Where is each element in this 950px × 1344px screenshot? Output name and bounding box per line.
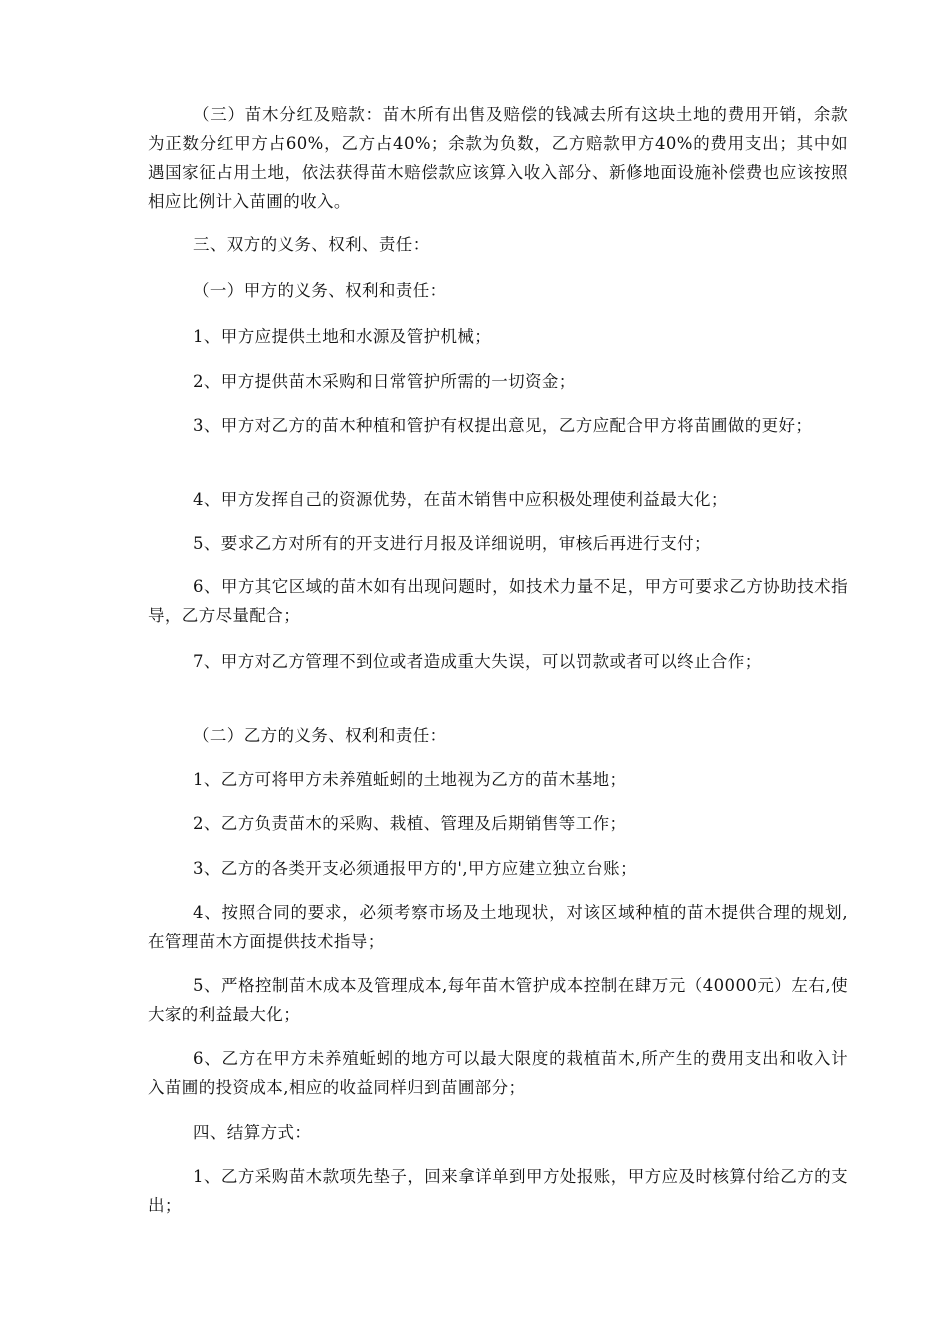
heading-section-four: 四、结算方式： — [193, 1123, 312, 1142]
paragraph-b-item-6: 6、乙方在甲方未养殖蚯蚓的地方可以最大限度的栽植苗木,所产生的费用支出和收入计入苗圃的投资成本,相应的收益同样归到苗圃部分； — [148, 1049, 848, 1097]
paragraph-a-item-2: 2、甲方提供苗木采购和日常管护所需的一切资金； — [193, 372, 576, 391]
paragraph-a-item-3: 3、甲方对乙方的苗木种植和管护有权提出意见，乙方应配合甲方将苗圃做的更好； — [193, 416, 813, 435]
paragraph-b-item-3: 3、乙方的各类开支必须通报甲方的',甲方应建立独立台账； — [193, 859, 637, 878]
paragraph-b-item-4: 4、按照合同的要求，必须考察市场及土地现状，对该区域种植的苗木提供合理的规划,在管理苗木方面提供技术指导； — [148, 903, 848, 951]
heading-party-b-duties: （二）乙方的义务、权利和责任： — [193, 726, 447, 745]
heading-party-a-duties: （一）甲方的义务、权利和责任： — [193, 281, 447, 300]
paragraph-a-item-7: 7、甲方对乙方管理不到位或者造成重大失误，可以罚款或者可以终止合作； — [193, 652, 762, 671]
paragraph-seedling-dividend: （三）苗木分红及赔款：苗木所有出售及赔偿的钱减去所有这块土地的费用开销，余款为正数分红甲方占60%，乙方占40%；余款为负数，乙方赔款甲方40%的费用支出；其中如遇国家征占用土地，依法获得苗木赔偿款应该算入收入部分、新修地面设施补偿费也应该按照相应比例计入苗圃的收入。 — [148, 105, 848, 211]
paragraph-a-item-4: 4、甲方发挥自己的资源优势，在苗木销售中应积极处理使利益最大化； — [193, 490, 728, 509]
heading-section-three: 三、双方的义务、权利、责任： — [193, 235, 430, 254]
paragraph-a-item-5: 5、要求乙方对所有的开支进行月报及详细说明，审核后再进行支付； — [193, 534, 711, 553]
paragraph-b-item-5: 5、严格控制苗木成本及管理成本,每年苗木管护成本控制在肆万元（40000元）左右,使大家的利益最大化； — [148, 976, 848, 1024]
paragraph-b-item-2: 2、乙方负责苗木的采购、栽植、管理及后期销售等工作； — [193, 814, 627, 833]
paragraph-settlement-item-1: 1、乙方采购苗木款项先垫子，回来拿详单到甲方处报账，甲方应及时核算付给乙方的支出； — [148, 1167, 848, 1215]
paragraph-a-item-6: 6、甲方其它区域的苗木如有出现问题时，如技术力量不足，甲方可要求乙方协助技术指导，乙方尽量配合； — [148, 577, 848, 625]
paragraph-a-item-1: 1、甲方应提供土地和水源及管护机械； — [193, 327, 492, 346]
paragraph-b-item-1: 1、乙方可将甲方未养殖蚯蚓的土地视为乙方的苗木基地； — [193, 770, 627, 789]
